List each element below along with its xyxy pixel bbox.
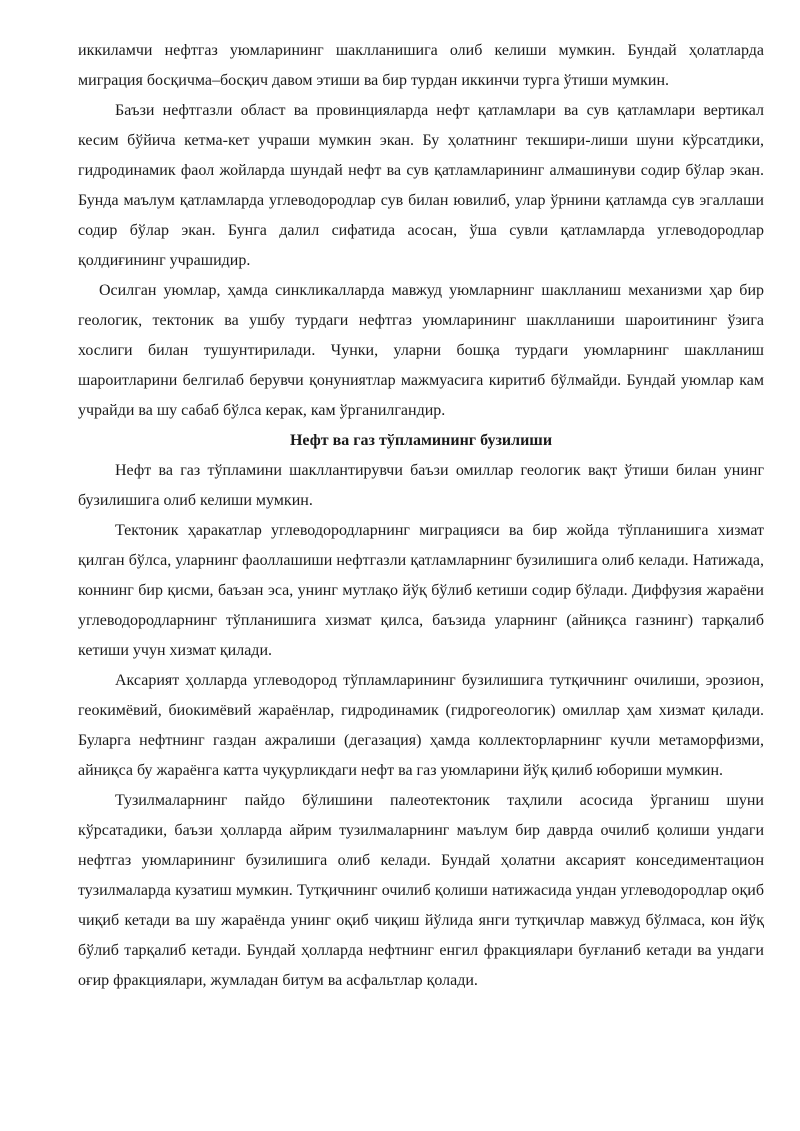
document-page: [78, 36, 764, 996]
paragraph-paleotectonic-analysis: Тузилмаларнинг пайдо бўлишини палеотектоник таҳлили асосида ўрганиш шуни кўрсатадики, баъзи ҳолларда айрим тузилмаларнинг маълум бир даврда очилиб қолиши ундаги нефтгаз уюмларининг бузилишига олиб келади. Бундай ҳолатни аксарият конседиментацион тузилмаларда кузатиш мумкин. Тутқичнинг очилиб қолиши натижасида ундан углеводородлар оқиб чиқиб кетади ва шу жараёнда унинг оқиб чиқиш йўлида янги тутқичлар мавжуд бўлмаса, кон йўқ бўлиб тарқалиб кетади. Бундай ҳолларда нефтнинг енгил фракциялари буғланиб кетади ва ундаги оғир фракциялари, жумладан битум ва асфальтлар қолади.: [78, 792, 764, 989]
paragraph-trap-opening: Аксарият ҳолларда углеводород тўпламларининг бузилишига тутқичнинг очилиши, эрозион, геокимёвий, биокимёвий жараёнлар, гидродинамик (гидрогеологик) омиллар ҳам хизмат қилади. Буларга нефтнинг газдан ажралиши (дегазация) ҳамда коллекторларнинг кучли метаморфизми, айниқса бу жараёнга катта чуқурликдаги нефт ва газ уюмларини йўқ қилиб юбориши мумкин.: [78, 672, 764, 779]
section-heading: Нефт ва газ тўпламининг бузилиши: [289, 432, 553, 449]
paragraph-continuation: иккиламчи нефтгаз уюмларининг шаклланишига олиб келиши мумкин. Бундай ҳолатларда миграция босқичма–босқич давом этиши ва бир турдан иккинчи турга ўтиши мумкин.: [78, 42, 764, 89]
paragraph-destruction-intro: Нефт ва газ тўпламини шакллантирувчи баъзи омиллар геологик вақт ўтиши билан унинг бузилишига олиб келиши мумкин.: [78, 462, 764, 509]
paragraph-tectonic-movements: Тектоник ҳаракатлар углеводородларнинг миграцияси ва бир жойда тўпланишига хизмат қилган бўлса, уларнинг фаоллашиши нефтгазли қатламларнинг бузилишига олиб келади. Натижада, коннинг бир қисми, баъзан эса, унинг мутлақо йўқ бўлиб кетиши содир бўлади. Диффузия жараёни углеводородларнинг тўпланишига хизмат қилса, баъзида уларнинг (айниқса газнинг) тарқалиб кетиши учун хизмат қилади.: [78, 522, 764, 659]
paragraph-suspended-deposits: Осилган уюмлар, ҳамда синкликалларда мавжуд уюмларнинг шаклланиш механизми ҳар бир геологик, тектоник ва ушбу турдаги нефтгаз уюмларининг шаклланиши шароитининг ўзига хослиги билан тушунтирилади. Чунки, уларни бошқа турдаги уюмларнинг шаклланиш шароитларини белгилаб берувчи қонуниятлар мажмуасига киритиб бўлмайди. Бундай уюмлар кам учрайди ва шу сабаб бўлса керак, кам ўрганилгандир.: [78, 282, 764, 419]
paragraph-oil-water-layers: Баъзи нефтгазли област ва провинцияларда нефт қатламлари ва сув қатламлари вертикал кесим бўйича кетма-кет учраши мумкин экан. Бу ҳолатнинг текшири-лиши шуни кўрсатдики, гидродинамик фаол жойларда шундай нефт ва сув қатламларининг алмашинуви содир бўлар экан. Бунда маълум қатламларда углеводородлар сув билан ювилиб, улар ўрнини қатламда сув эгаллаши содир бўлар экан. Бунга далил сифатида асосан, ўша сувли қатламларда углеводородлар қолдиғининг учрашидир.: [78, 102, 764, 269]
